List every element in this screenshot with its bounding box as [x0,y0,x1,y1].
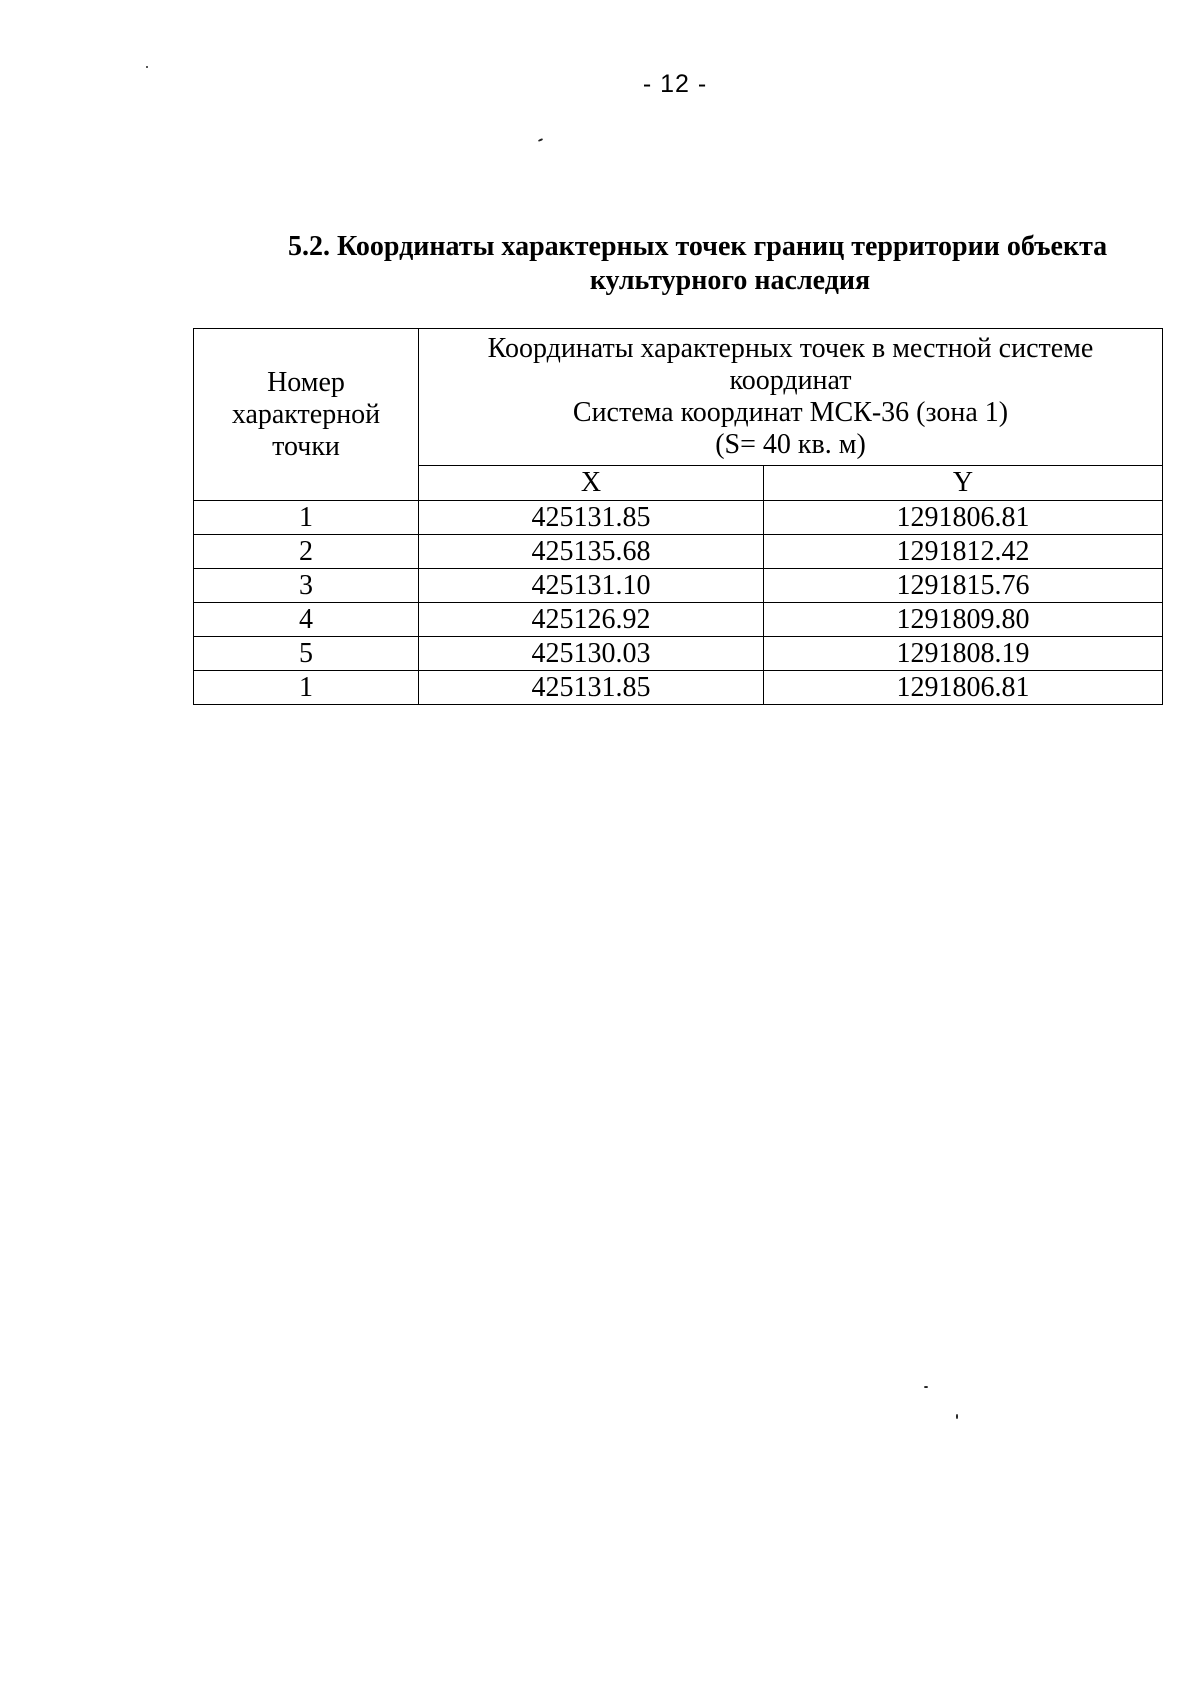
point-cell: 4 [194,603,419,637]
group-header-line2: координат [729,365,852,396]
section-title [288,230,1148,298]
y-cell: 1291806.81 [764,671,1163,705]
table-row [194,603,1163,637]
point-header-line1: Номер [267,366,345,398]
point-header-line3: точки [272,430,340,462]
point-cell: 5 [194,637,419,671]
section-title-line1: 5.2. Координаты характерных точек границ территории объекта [288,231,1108,262]
x-cell: 425126.92 [419,603,764,637]
x-cell: 425131.85 [419,501,764,535]
table-row [194,671,1163,705]
x-cell: 425135.68 [419,535,764,569]
group-header-line3: Система координат МСК-36 (зона 1) [572,397,1009,428]
scan-speck [538,138,543,142]
table-row [194,637,1163,671]
coordinates-group-header [419,329,1163,466]
page-number: - 12 - [642,70,708,98]
table-header [194,329,1163,501]
point-cell: 1 [194,501,419,535]
group-header-line1: Координаты характерных точек в местной системе [487,333,1094,364]
section-title-line2: культурного наследия [589,265,871,296]
scan-speck [146,66,148,68]
y-cell: 1291815.76 [764,569,1163,603]
table-row [194,569,1163,603]
x-cell: 425130.03 [419,637,764,671]
point-header-line2: характерной [231,398,381,430]
point-cell: 2 [194,535,419,569]
table-body [194,501,1163,705]
y-cell: 1291806.81 [764,501,1163,535]
y-column-header: Y [764,466,1163,501]
point-cell: 1 [194,671,419,705]
y-cell: 1291812.42 [764,535,1163,569]
table-row [194,535,1163,569]
scan-speck [924,1386,928,1388]
x-cell: 425131.10 [419,569,764,603]
x-column-header: X [419,466,764,501]
point-cell: 3 [194,569,419,603]
point-number-header [194,329,419,501]
group-header-line4: (S= 40 кв. м) [715,429,866,460]
y-cell: 1291808.19 [764,637,1163,671]
coordinates-table [193,328,1163,705]
table-row [194,501,1163,535]
x-cell: 425131.85 [419,671,764,705]
scan-speck [956,1414,958,1419]
y-cell: 1291809.80 [764,603,1163,637]
